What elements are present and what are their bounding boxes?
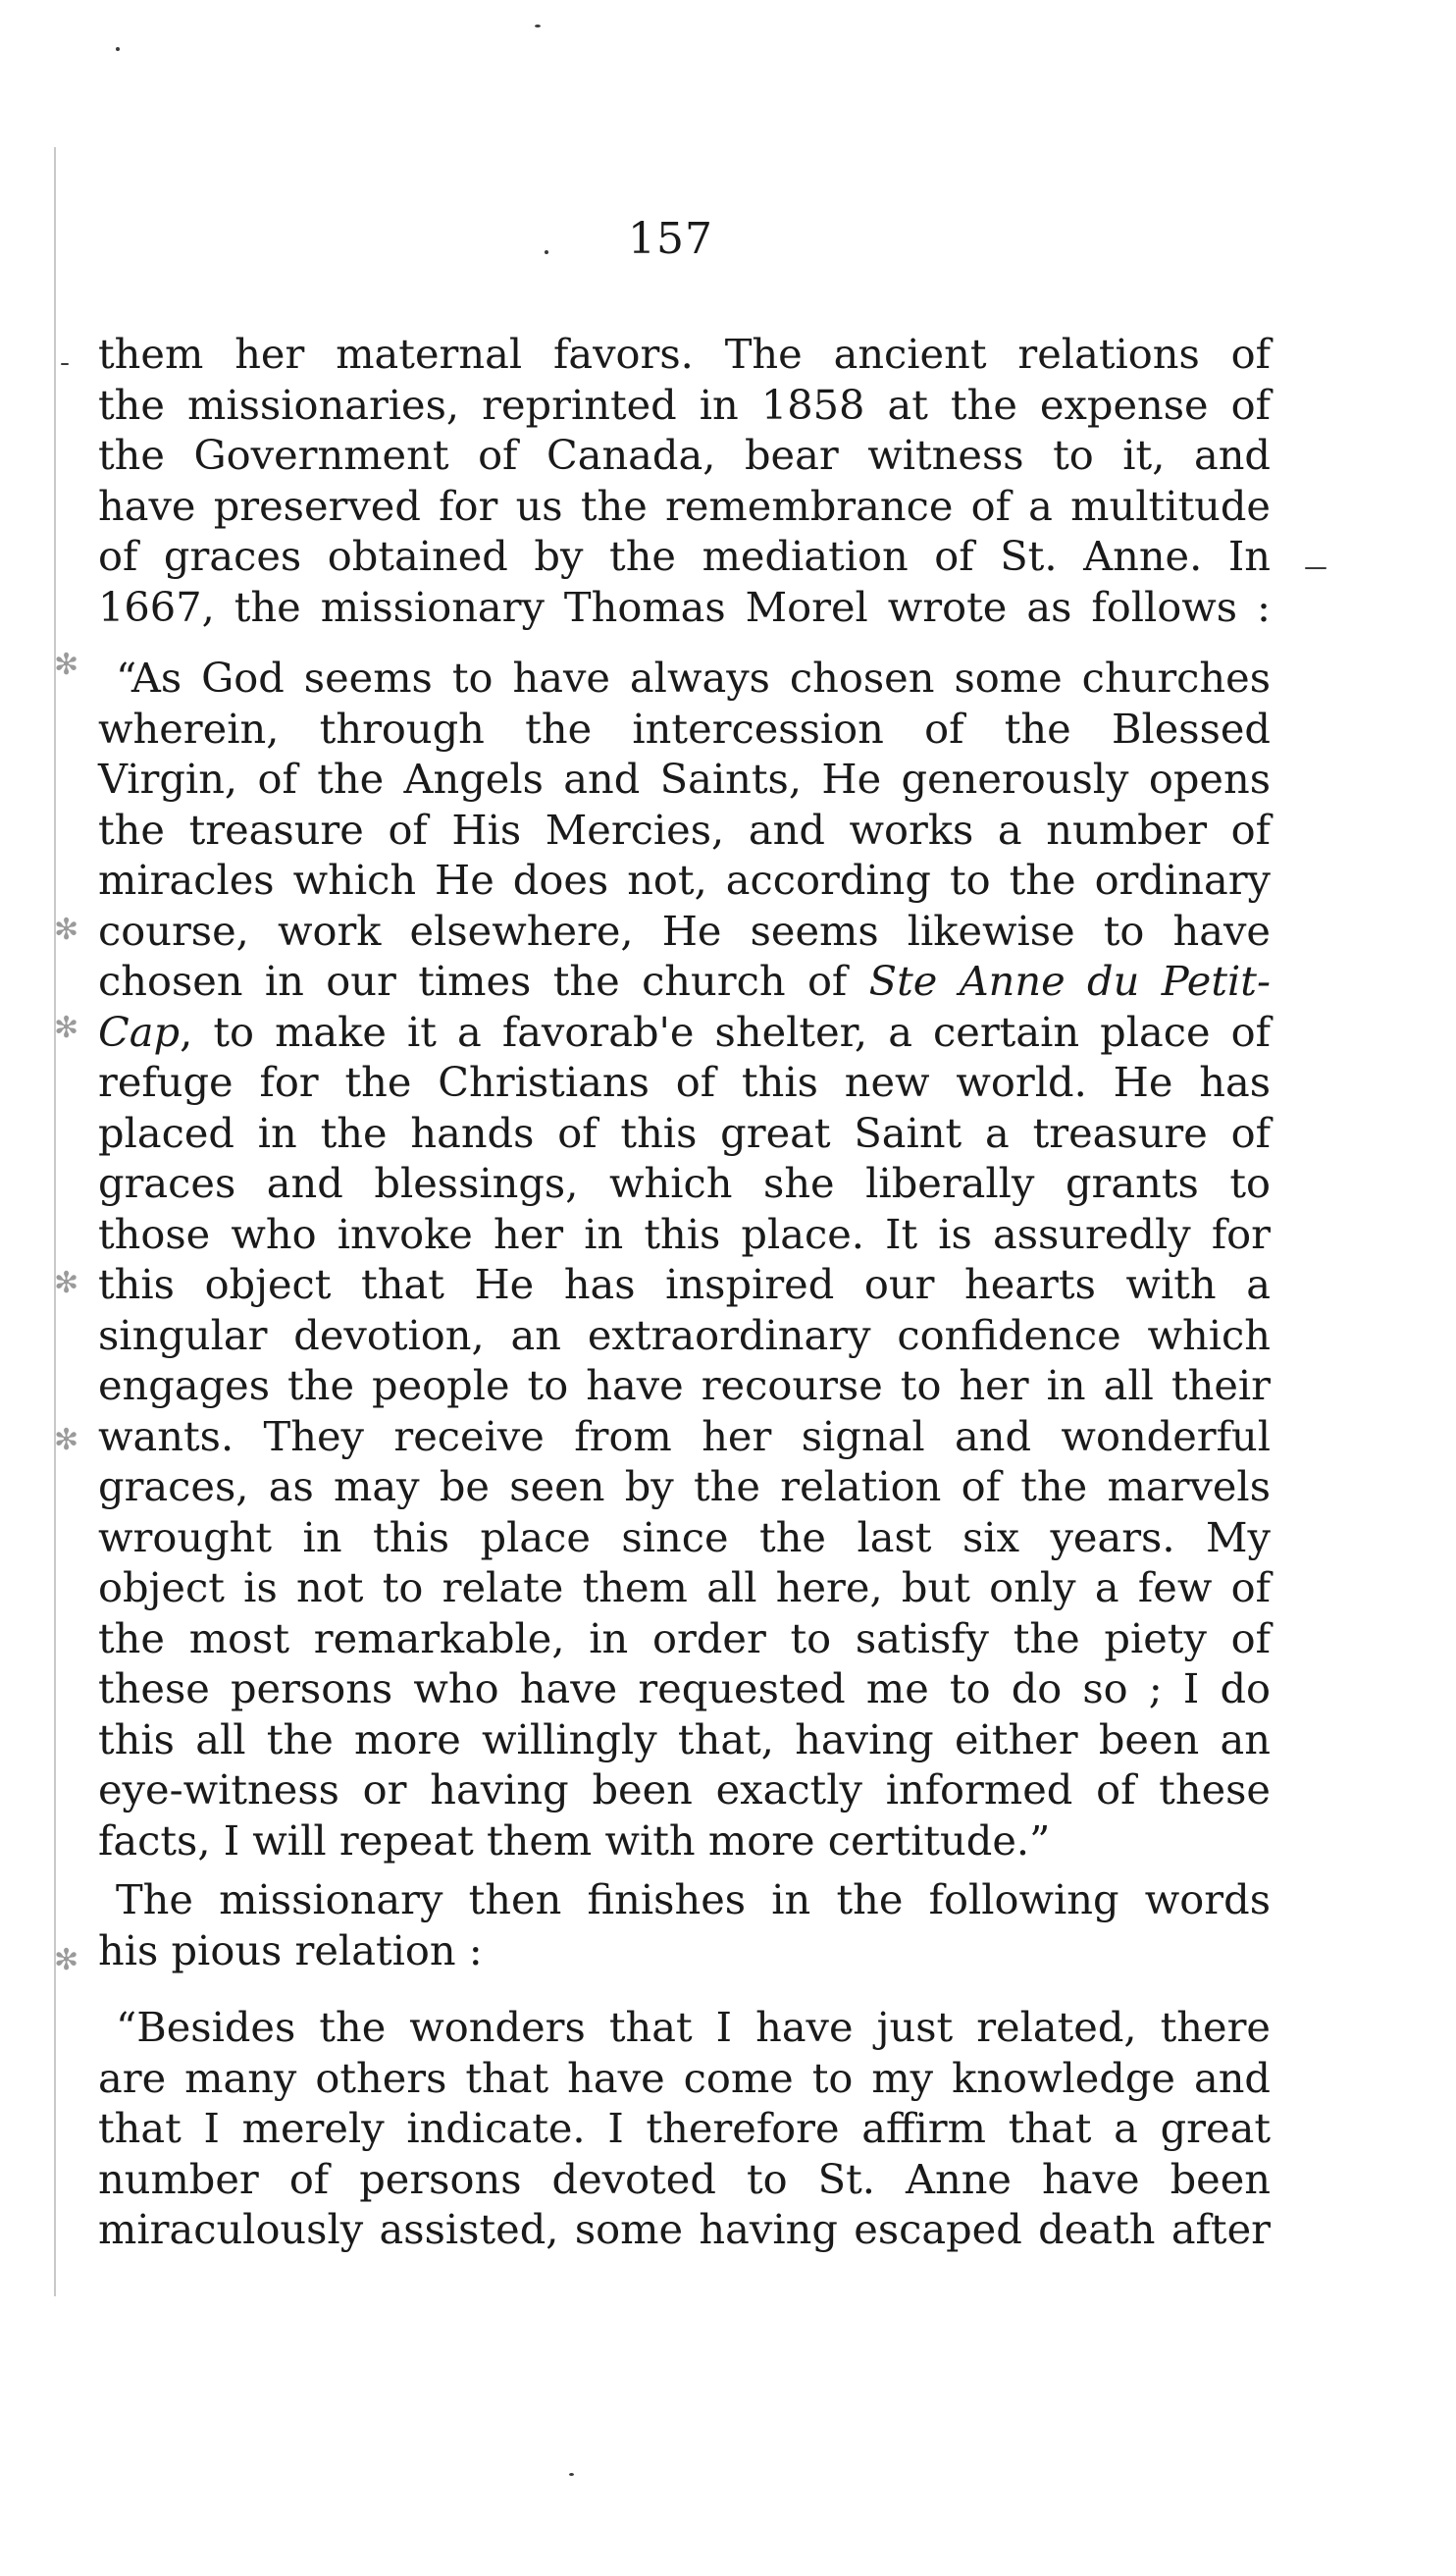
text-line: Virgin, of the Angels and Saints, He generously opens xyxy=(98,755,1271,803)
text-line: wherein, through the intercession of the Blessed xyxy=(98,704,1271,753)
text-line: wants. They receive from her signal and wonderful xyxy=(98,1411,1271,1460)
scan-speck xyxy=(545,250,548,254)
text-line: eye-witness or having been exactly informed of these xyxy=(98,1765,1271,1814)
italic-place-name: Cap xyxy=(98,1007,181,1056)
scan-speck xyxy=(61,363,69,365)
scan-speck xyxy=(116,47,120,51)
text-line: the most remarkable, in order to satisfy the piety of xyxy=(98,1613,1271,1662)
text-line-with-italic xyxy=(98,956,1271,1007)
scan-speck xyxy=(569,2473,574,2476)
text-line: engages the people to have recourse to her in all their xyxy=(98,1361,1271,1409)
text-line: refuge for the Christians of this new world. He has xyxy=(98,1058,1271,1106)
text-line: this all the more willingly that, having either been an xyxy=(98,1714,1271,1763)
text-segment: chosen in our times the church of xyxy=(98,957,869,1005)
text-line: 1667, the missionary Thomas Morel wrote as follows : xyxy=(98,582,1271,631)
italic-place-name: Ste Anne du Petit- xyxy=(868,957,1271,1005)
text-line: course, work elsewhere, He seems likewise to have xyxy=(98,906,1271,955)
text-line: object is not to relate them all here, but only a few of xyxy=(98,1563,1271,1611)
text-line-with-italic xyxy=(98,1007,1271,1058)
paragraph-transition xyxy=(98,1874,1271,1975)
text-line: facts, I will repeat them with more certitude.” xyxy=(98,1815,1051,1865)
scan-speck xyxy=(535,25,541,27)
text-line: the treasure of His Mercies, and works a number of xyxy=(98,805,1271,854)
text-line: wrought in this place since the last six years. My xyxy=(98,1512,1271,1561)
text-line: graces and blessings, which she liberally grants to xyxy=(98,1159,1271,1207)
text-line: these persons who have requested me to do so ; I do xyxy=(98,1664,1271,1712)
text-line: the Government of Canada, bear witness to it, and xyxy=(98,431,1271,479)
text-line: are many others that have come to my knowledge and xyxy=(98,2053,1271,2102)
margin-ornament: ✻ xyxy=(54,1423,79,1457)
text-line: number of persons devoted to St. Anne have been xyxy=(98,2154,1271,2203)
text-line: the missionaries, reprinted in 1858 at the expense of xyxy=(98,380,1271,429)
text-line: placed in the hands of this great Saint a treasure of xyxy=(98,1108,1271,1157)
text-line: those who invoke her in this place. It is assuredly for xyxy=(98,1209,1271,1258)
quotation-morel xyxy=(98,653,1271,1866)
text-line: miracles which He does not, according to the ordinary xyxy=(98,856,1271,904)
margin-ornament: ✻ xyxy=(54,913,79,947)
paragraph-intro xyxy=(98,329,1271,632)
text-line: of graces obtained by the mediation of St. Anne. In xyxy=(98,532,1271,580)
page-number: 157 xyxy=(628,214,713,264)
text-line: miraculously assisted, some having escaped death after xyxy=(98,2205,1271,2253)
margin-ornament: ✻ xyxy=(54,1266,79,1300)
text-line: graces, as may be seen by the relation of the marvels xyxy=(98,1462,1271,1510)
text-line: them her maternal favors. The ancient relations of xyxy=(98,330,1271,378)
text-line: his pious relation : xyxy=(98,1925,483,1974)
text-line: The missionary then finishes in the following words xyxy=(116,1875,1271,1923)
margin-ornament: ✻ xyxy=(54,648,79,682)
text-line: “Besides the wonders that I have just related, there xyxy=(116,2003,1271,2051)
text-line: have preserved for us the remembrance of a multitude xyxy=(98,481,1271,530)
text-line: this object that He has inspired our hearts with a xyxy=(98,1260,1271,1308)
margin-ornament: ✻ xyxy=(54,1943,79,1977)
text-line: “As God seems to have always chosen some churches xyxy=(116,654,1271,702)
scan-speck xyxy=(1305,567,1326,569)
text-line: singular devotion, an extraordinary confidence which xyxy=(98,1310,1271,1359)
margin-ornament: ✻ xyxy=(54,1011,79,1045)
text-line: that I merely indicate. I therefore affirm that a great xyxy=(98,2104,1271,2152)
text-segment: , to make it a favorab'e shelter, a certain place of xyxy=(180,1007,1271,1056)
quotation-conclusion xyxy=(98,2002,1271,2255)
